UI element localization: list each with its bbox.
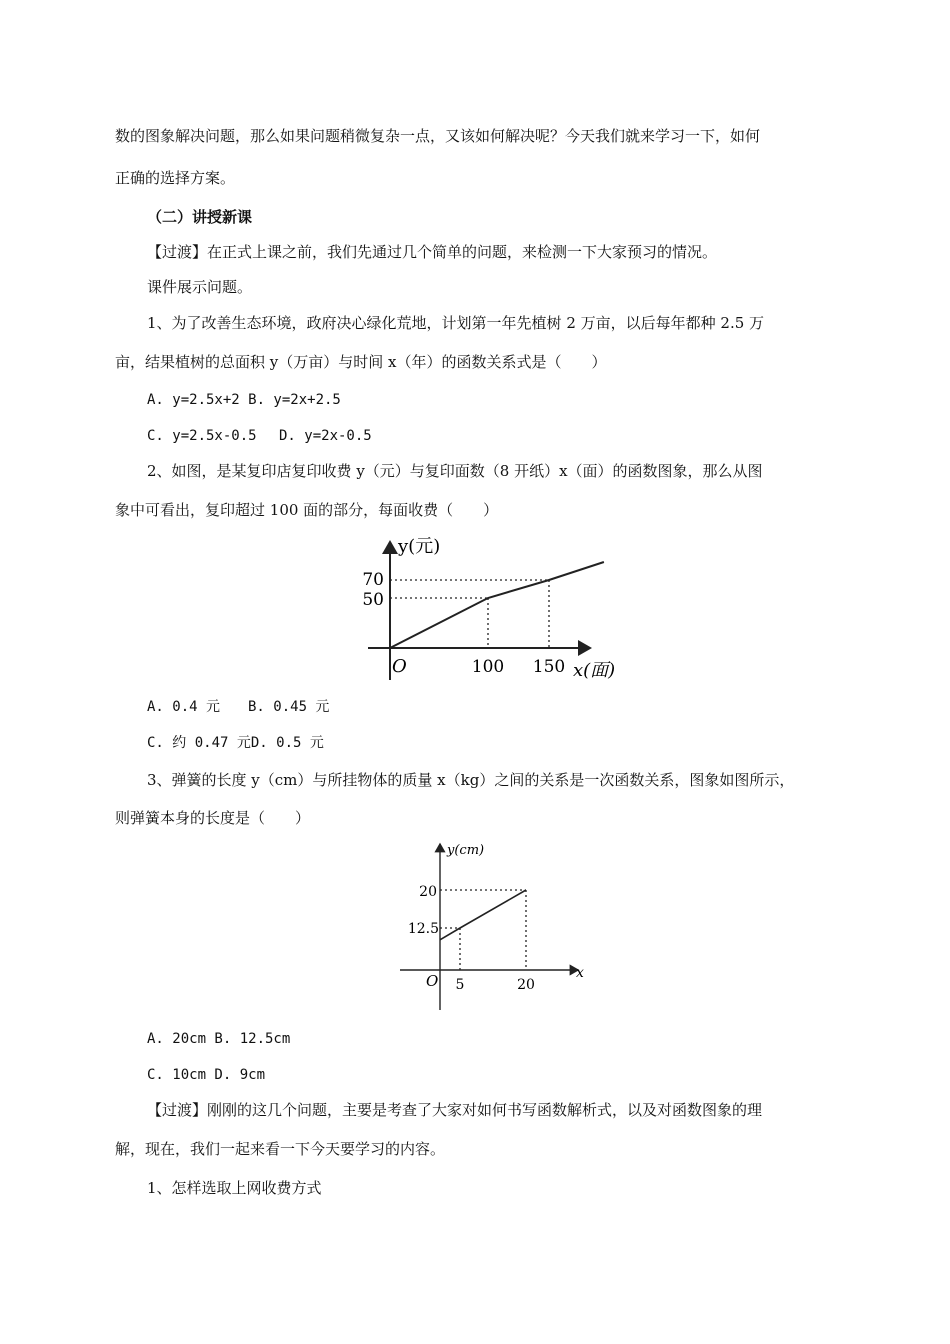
question-2-options-ab: A. 0.4 元 B. 0.45 元 <box>147 699 330 715</box>
y-tick-label-70: 70 <box>362 570 384 590</box>
reference-lines <box>440 890 526 970</box>
question-2-line-1: 2、如图，是某复印店复印收费 y（元）与复印面数（8 开纸）x（面）的函数图象，那么从图 <box>147 462 763 480</box>
chart-spring-length <box>395 838 595 1013</box>
y-axis-label: y(元) <box>398 536 441 557</box>
y-tick-label-20: 20 <box>419 884 437 900</box>
question-2-options-cd: C. 约 0.47 元D. 0.5 元 <box>147 735 324 751</box>
question-3-line-2: 则弹簧本身的长度是（ ） <box>115 809 311 827</box>
spring-series-line <box>440 890 526 940</box>
origin-label: O <box>392 656 407 677</box>
fee-series-line <box>390 562 604 648</box>
chart-copy-fee <box>360 530 630 685</box>
question-3-options-ab: A. 20cm B. 12.5cm <box>147 1031 291 1047</box>
y-axis-label: y(cm) <box>447 843 485 858</box>
y-tick-label-12-5: 12.5 <box>407 921 439 937</box>
y-tick-label-50: 50 <box>362 590 384 610</box>
paragraph-intro-line-1: 数的图象解决问题，那么如果问题稍微复杂一点，又该如何解决呢？今天我们就来学习一下，如何 <box>115 127 761 145</box>
transition-paragraph-2-line-1: 【过渡】刚刚的这几个问题，主要是考查了大家对如何书写函数解析式，以及对函数图象的理 <box>147 1101 763 1119</box>
transition-paragraph-1: 【过渡】在正式上课之前，我们先通过几个简单的问题，来检测一下大家预习的情况。 <box>147 243 718 261</box>
question-2-line-2: 象中可看出，复印超过 100 面的部分，每面收费（ ） <box>115 501 499 519</box>
question-1-line-2: 亩，结果植树的总面积 y（万亩）与时间 x（年）的函数关系式是（ ） <box>115 353 607 371</box>
x-axis-label: x <box>576 965 584 981</box>
courseware-note: 课件展示问题。 <box>147 278 253 296</box>
reference-lines <box>390 580 549 648</box>
x-tick-label-150: 150 <box>532 657 566 677</box>
x-tick-label-5: 5 <box>455 977 465 993</box>
x-tick-label-100: 100 <box>471 657 505 677</box>
paragraph-intro-line-2: 正确的选择方案。 <box>115 169 236 187</box>
x-axis-label: x(面) <box>573 660 616 681</box>
origin-label: O <box>426 972 439 990</box>
transition-paragraph-2-line-2: 解，现在，我们一起来看一下今天要学习的内容。 <box>115 1140 446 1158</box>
question-3-options-cd: C. 10cm D. 9cm <box>147 1067 266 1083</box>
x-tick-label-20: 20 <box>517 977 535 993</box>
section-heading: （二）讲授新课 <box>147 208 253 226</box>
question-3-line-1: 3、弹簧的长度 y（cm）与所挂物体的质量 x（kg）之间的关系是一次函数关系，图象如图所示， <box>147 771 795 789</box>
question-1-line-1: 1、为了改善生态环境，政府决心绿化荒地，计划第一年先植树 2 万亩，以后每年都种 2.5 万 <box>147 314 765 332</box>
topic-1-heading: 1、怎样选取上网收费方式 <box>147 1179 322 1197</box>
question-1-options-cd: C. y=2.5x-0.5 D. y=2x-0.5 <box>147 428 372 444</box>
question-1-options-ab: A. y=2.5x+2 B. y=2x+2.5 <box>147 392 341 408</box>
